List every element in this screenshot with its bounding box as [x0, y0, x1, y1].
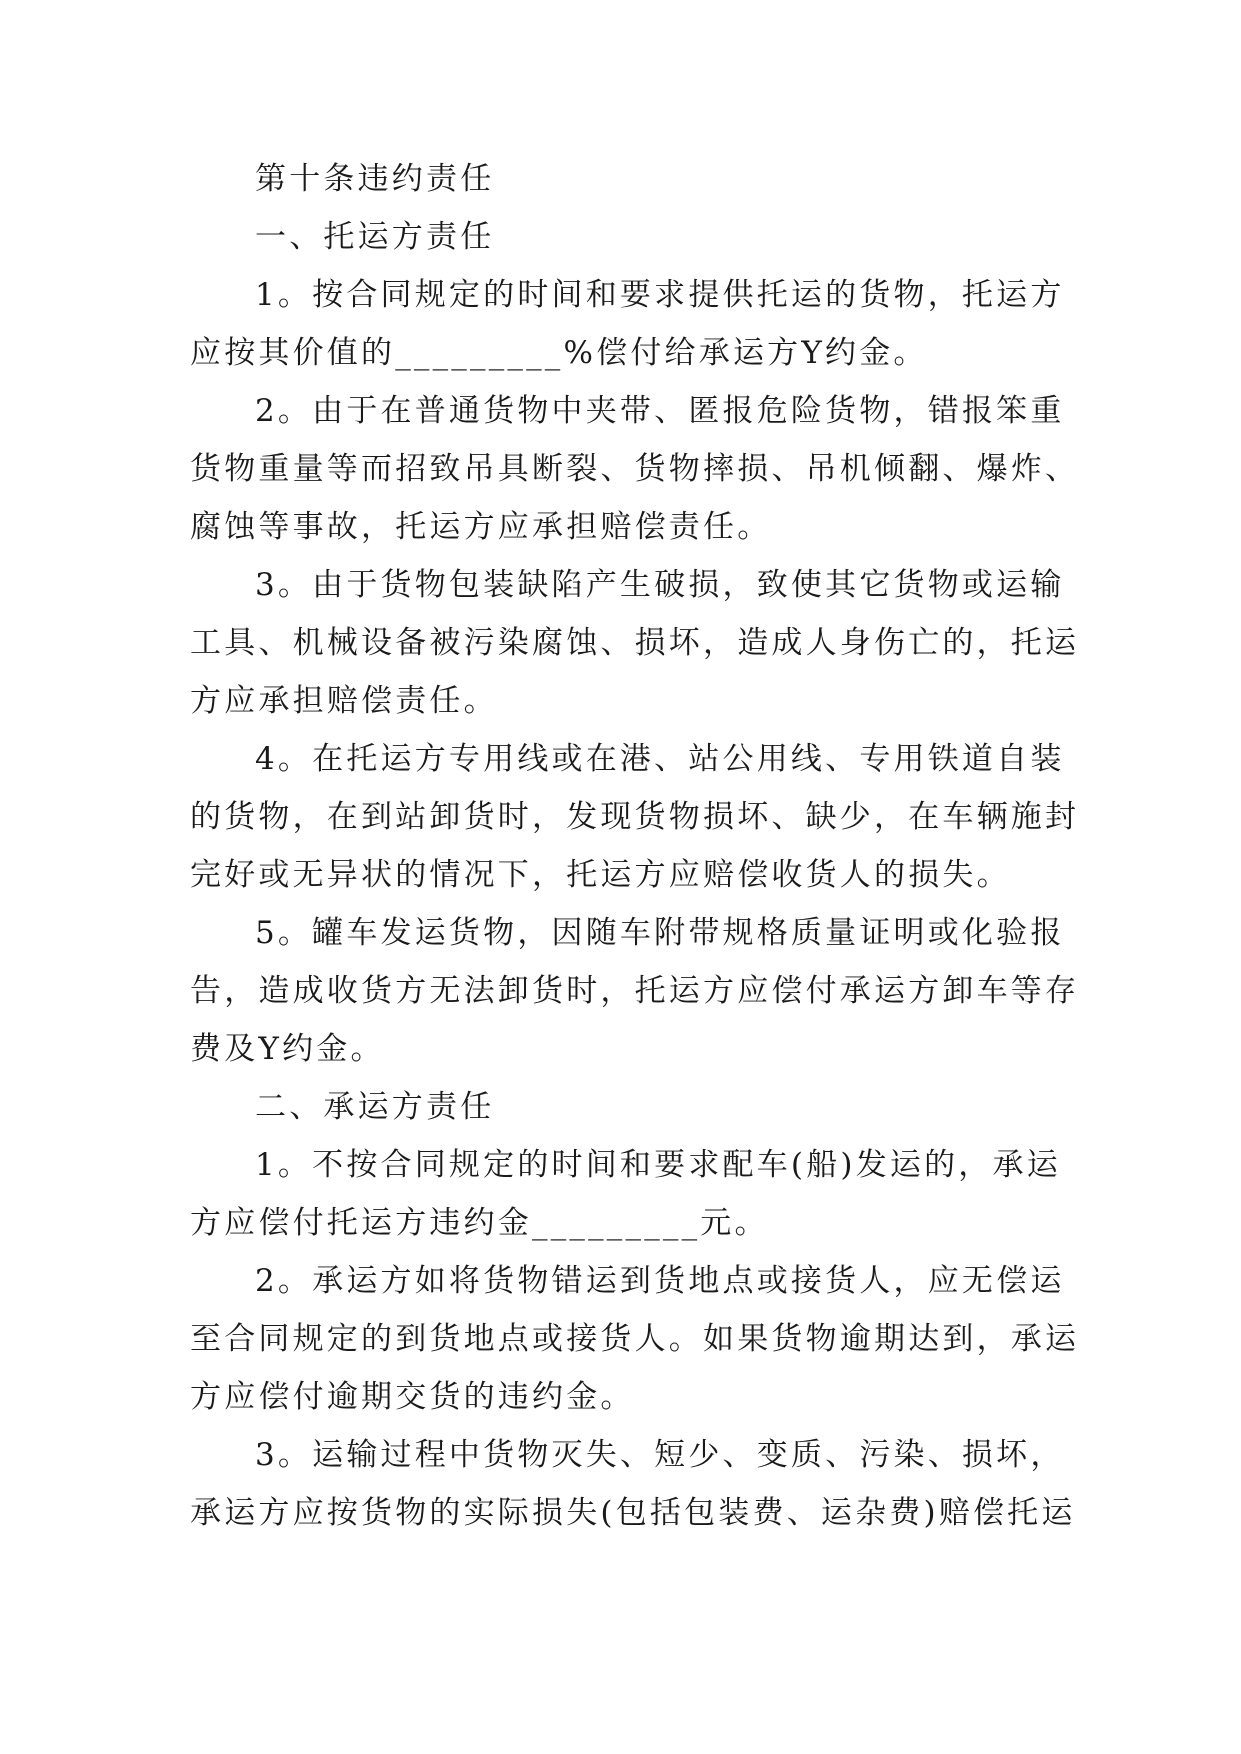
paragraph-line: 应按其价值的_________%偿付给承运方Y约金。: [190, 335, 928, 371]
paragraph-line: 腐蚀等事故，托运方应承担赔偿责任。: [190, 509, 772, 545]
carrier-clause-3: [190, 1426, 1076, 1542]
paragraph-line: 4。在托运方专用线或在港、站公用线、专用铁道自装: [255, 741, 1065, 777]
paragraph-line: 5。罐车发运货物，因随车附带规格质量证明或化验报: [255, 915, 1065, 951]
paragraph-line: 1。不按合同规定的时间和要求配车(船)发运的，承运: [255, 1147, 1061, 1183]
paragraph-line: 至合同规定的到货地点或接货人。如果货物逾期达到，承运: [190, 1321, 1080, 1357]
shipper-clause-3: [190, 556, 1080, 730]
paragraph-line: 完好或无异状的情况下，托运方应赔偿收货人的损失。: [190, 857, 1011, 893]
document-page: [190, 150, 1080, 1542]
shipper-clause-4: [190, 730, 1080, 904]
paragraph-line: 方应偿付逾期交货的违约金。: [190, 1379, 635, 1415]
article-heading: 第十条违约责任: [255, 161, 495, 197]
section-title-carrier: 二、承运方责任: [255, 1089, 495, 1125]
paragraph-line: 货物重量等而招致吊具断裂、货物摔损、吊机倾翻、爆炸、: [190, 451, 1080, 487]
paragraph-line: 2。承运方如将货物错运到货地点或接货人，应无偿运: [255, 1263, 1065, 1299]
carrier-clause-1: [190, 1136, 1061, 1252]
paragraph-line: 承运方应按货物的实际损失(包括包装费、运杂费)赔偿托运: [190, 1495, 1076, 1531]
paragraph-line: 方应偿付托运方违约金_________元。: [190, 1205, 769, 1241]
shipper-clause-5: [190, 904, 1080, 1078]
paragraph-line: 3。运输过程中货物灭失、短少、变质、污染、损坏，: [255, 1437, 1065, 1473]
paragraph-line: 3。由于货物包装缺陷产生破损，致使其它货物或运输: [255, 567, 1065, 603]
paragraph-line: 告，造成收货方无法卸货时，托运方应偿付承运方卸车等存: [190, 973, 1080, 1009]
section-title-shipper: 一、托运方责任: [255, 219, 495, 255]
shipper-clause-2: [190, 382, 1080, 556]
paragraph-line: 费及Y约金。: [190, 1031, 385, 1067]
paragraph-line: 1。按合同规定的时间和要求提供托运的货物，托运方: [255, 277, 1065, 313]
paragraph-line: 方应承担赔偿责任。: [190, 683, 498, 719]
paragraph-line: 的货物，在到站卸货时，发现货物损坏、缺少，在车辆施封: [190, 799, 1080, 835]
carrier-clause-2: [190, 1252, 1080, 1426]
paragraph-line: 工具、机械设备被污染腐蚀、损坏，造成人身伤亡的，托运: [190, 625, 1080, 661]
shipper-clause-1: [190, 266, 1065, 382]
paragraph-line: 2。由于在普通货物中夹带、匿报危险货物，错报笨重: [255, 393, 1065, 429]
